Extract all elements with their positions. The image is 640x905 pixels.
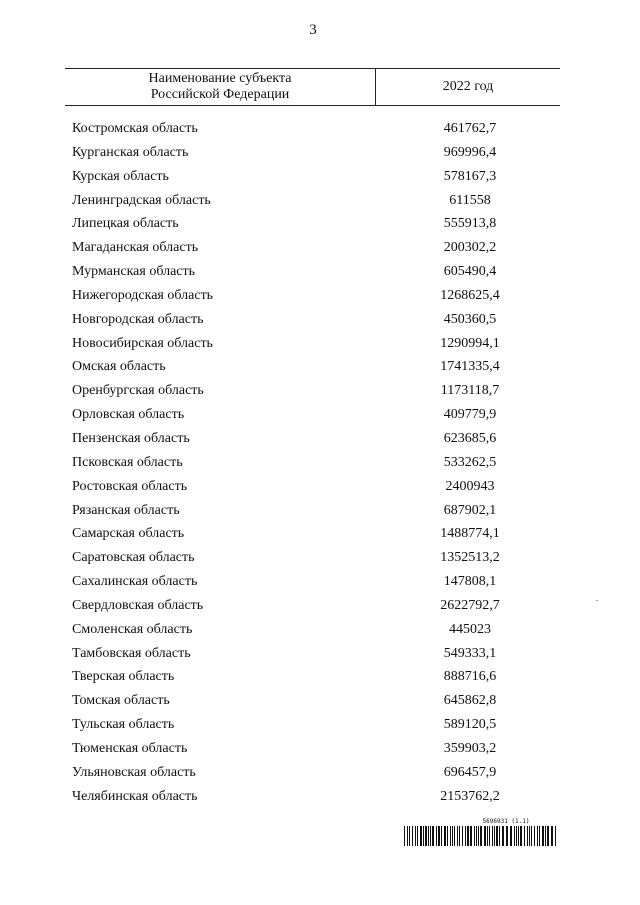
barcode-bar (438, 826, 440, 846)
barcode-bar (494, 826, 495, 846)
barcode-bar (478, 826, 479, 846)
barcode-bar (545, 826, 546, 846)
barcode-bar (412, 826, 413, 846)
barcode-bar (415, 826, 416, 846)
region-name: Тульская область (72, 717, 175, 733)
region-value-2022: 450360,5 (443, 311, 497, 327)
region-value-2022: 445023 (449, 621, 491, 637)
region-name: Ростовская область (72, 478, 188, 494)
table-row (72, 501, 562, 525)
barcode-bar (409, 826, 410, 846)
table-row (72, 310, 562, 334)
barcode-bar (527, 826, 528, 846)
region-name: Магаданская область (72, 240, 199, 256)
region-value-2022: 1290994,1 (440, 335, 500, 351)
barcode-bar (444, 826, 446, 846)
region-name: Свердловская область (72, 597, 204, 613)
table-row (72, 238, 562, 262)
region-value-2022: 549333,1 (443, 645, 497, 661)
region-name: Самарская область (72, 526, 185, 542)
table-row (72, 667, 562, 691)
barcode-bar (447, 826, 448, 846)
barcode-bar (454, 826, 455, 846)
region-name: Мурманская область (72, 264, 196, 280)
region-value-2022: 969996,4 (443, 144, 497, 160)
barcode-bar (436, 826, 437, 846)
region-name: Тверская область (72, 669, 175, 685)
region-value-2022: 359903,2 (443, 740, 497, 756)
region-name: Тамбовская область (72, 645, 191, 661)
table-row (72, 405, 562, 429)
region-name: Оренбургская область (72, 383, 204, 399)
table-row (72, 357, 562, 381)
barcode-bar (487, 826, 488, 846)
barcode-bar (432, 826, 434, 846)
region-name: Томская область (72, 693, 170, 709)
header-subject-name-line1: Наименование субъекта (148, 71, 292, 86)
barcode-bar (492, 826, 493, 846)
table-row (72, 596, 562, 620)
barcode-bar (474, 826, 475, 846)
table-row (72, 477, 562, 501)
table-header (65, 68, 560, 106)
barcode-number: 5696931 (1.1) (482, 818, 530, 825)
region-name: Костромская область (72, 121, 198, 136)
region-name: Сахалинская область (72, 574, 198, 590)
barcode-bar (476, 826, 477, 846)
table-row (72, 381, 562, 405)
table-row (72, 739, 562, 763)
barcode-bar (506, 826, 508, 846)
region-value-2022: 645862,8 (443, 693, 497, 709)
barcode-bar (480, 826, 482, 846)
region-value-2022: 2153762,2 (440, 788, 500, 804)
barcode-block (404, 818, 558, 846)
barcode-bar (510, 826, 512, 846)
table-row (72, 214, 562, 238)
region-value-2022: 200302,2 (443, 240, 497, 256)
table-row (72, 143, 562, 167)
barcode-bar (462, 826, 463, 846)
barcode-bar (539, 826, 540, 846)
barcode-bar (423, 826, 424, 846)
region-value-2022: 1173118,7 (440, 383, 500, 399)
table-row (72, 572, 562, 596)
barcode-bar (542, 826, 544, 846)
table-row (72, 167, 562, 191)
region-value-2022: 1268625,4 (440, 287, 500, 303)
barcode-bar (452, 826, 453, 846)
region-value-2022: 147808,1 (443, 574, 497, 590)
table-row (72, 286, 562, 310)
table-row (72, 524, 562, 548)
table-row (72, 715, 562, 739)
region-name: Нижегородская область (72, 287, 214, 303)
barcode-bar (470, 826, 472, 846)
table-row (72, 691, 562, 715)
region-value-2022: 888716,6 (443, 669, 497, 685)
table-row (72, 620, 562, 644)
table-row (72, 787, 562, 811)
region-value-2022: 611558 (449, 192, 491, 208)
barcode-bar (428, 826, 429, 846)
page-number: 3 (309, 22, 317, 38)
barcode-bar (417, 826, 418, 846)
region-value-2022: 687902,1 (443, 502, 497, 518)
header-year: 2022 год (442, 79, 494, 94)
region-name: Рязанская область (72, 502, 180, 518)
region-name: Псковская область (72, 454, 183, 470)
barcode-bar (534, 826, 535, 846)
table-row (72, 334, 562, 358)
region-name: Новгородская область (72, 311, 204, 327)
barcode-bar (520, 826, 522, 846)
region-name: Пензенская область (72, 430, 190, 446)
barcode-bar (459, 826, 460, 846)
region-name: Тюменская область (72, 740, 188, 756)
region-name: Саратовская область (72, 550, 195, 566)
region-name: Курская область (72, 168, 169, 184)
table-row (72, 429, 562, 453)
table-row (72, 644, 562, 668)
table-row (72, 453, 562, 477)
table-row (72, 119, 562, 143)
region-name: Липецкая область (72, 216, 179, 232)
region-value-2022: 1741335,4 (440, 359, 500, 375)
table-row (72, 191, 562, 215)
header-subject-name-line2: Российской Федерации (150, 87, 290, 102)
barcode-bar (450, 826, 451, 846)
region-value-2022: 605490,4 (443, 264, 497, 280)
barcode-bar (516, 826, 517, 846)
barcode-bar (407, 826, 408, 846)
region-name: Курганская область (72, 144, 189, 160)
barcode-bar (524, 826, 525, 846)
barcode-bar (420, 826, 422, 846)
barcode-bar (518, 826, 519, 846)
barcode-bar (499, 826, 500, 846)
region-value-2022: 696457,9 (443, 764, 497, 780)
barcode-bar (547, 826, 549, 846)
barcode-bar (496, 826, 498, 846)
table-body (72, 119, 562, 810)
region-value-2022: 555913,8 (443, 216, 497, 232)
barcode-bar (531, 826, 532, 846)
barcode-bar (467, 826, 469, 846)
region-value-2022: 578167,3 (443, 168, 497, 184)
region-value-2022: 1352513,2 (440, 550, 500, 566)
barcode-bar (404, 826, 405, 846)
region-value-2022: 589120,5 (443, 717, 497, 733)
barcode-bar (514, 826, 515, 846)
region-value-2022: 409779,9 (443, 407, 497, 423)
region-value-2022: 2622792,7 (440, 597, 500, 613)
table-row (72, 262, 562, 286)
barcode-bar (430, 826, 431, 846)
region-name: Орловская область (72, 407, 185, 423)
barcode-bar (465, 826, 466, 846)
region-name: Смоленская область (72, 621, 193, 637)
region-value-2022: 1488774,1 (440, 526, 500, 542)
region-value-2022: 2400943 (445, 478, 495, 494)
barcode-bar (441, 826, 442, 846)
barcode-bar (484, 826, 486, 846)
barcode-bar (529, 826, 530, 846)
barcode-bar (489, 826, 490, 846)
scan-mark (596, 600, 598, 601)
barcode-bar (555, 826, 556, 846)
barcode-image (404, 826, 558, 846)
region-value-2022: 623685,6 (443, 430, 497, 446)
barcode-bar (537, 826, 538, 846)
region-name: Новосибирская область (72, 335, 213, 351)
region-name: Челябинская область (72, 788, 198, 804)
header-subject-name (65, 69, 375, 105)
region-value-2022: 461762,7 (443, 121, 497, 136)
table-row (72, 763, 562, 787)
barcode-bar (425, 826, 427, 846)
region-value-2022: 533262,5 (443, 454, 497, 470)
region-name: Ульяновская область (72, 764, 196, 780)
table-row (72, 548, 562, 572)
barcode-bar (502, 826, 504, 846)
region-name: Ленинградская область (72, 192, 211, 208)
region-name: Омская область (72, 359, 166, 375)
barcode-bar (551, 826, 553, 846)
barcode-bar (457, 826, 458, 846)
